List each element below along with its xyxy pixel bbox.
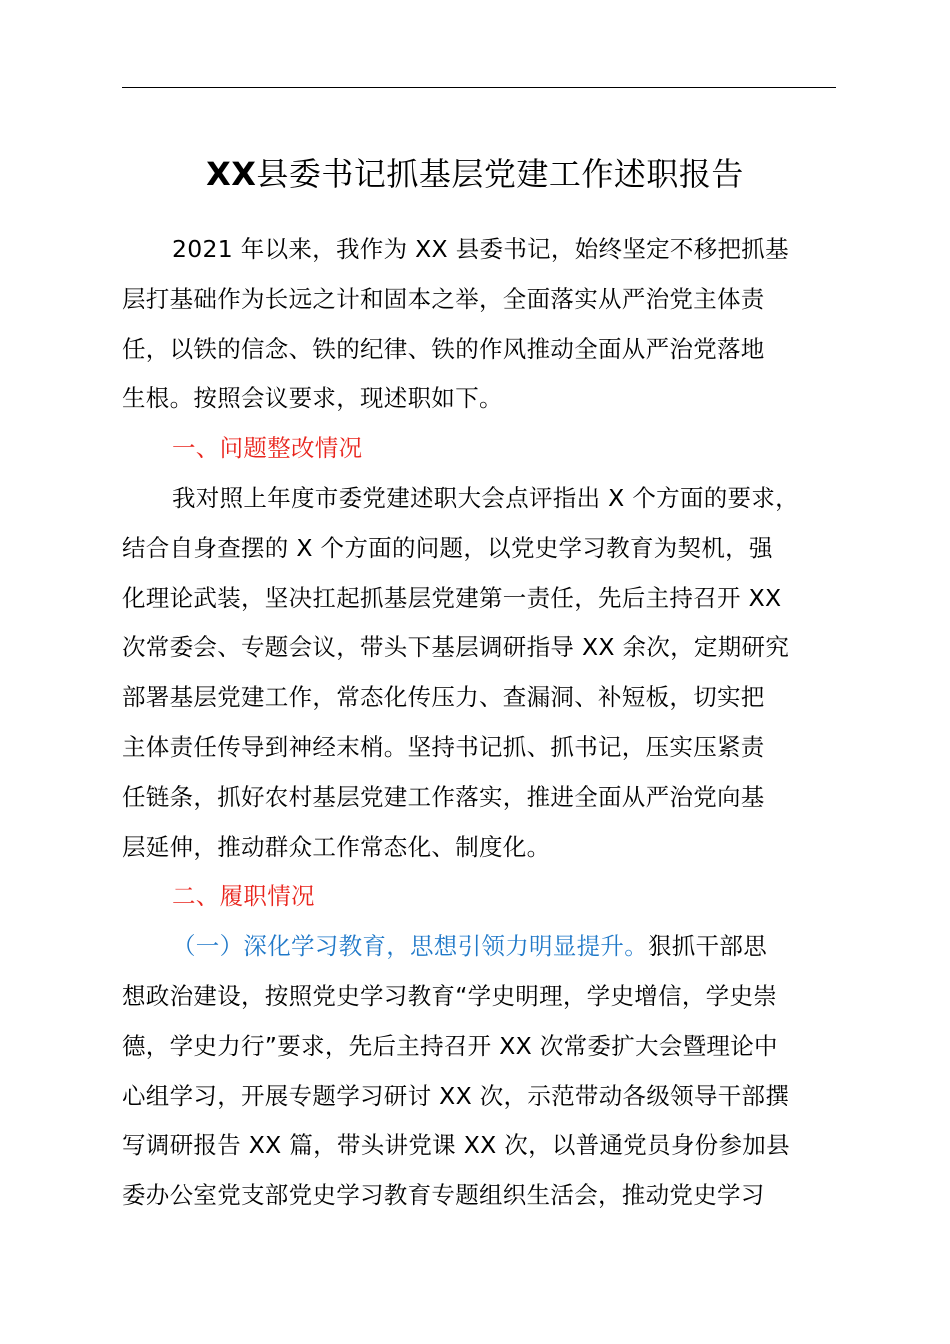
section1-line: 化理论武装，坚决扛起抓基层党建第一责任，先后主持召开 XX bbox=[122, 583, 782, 612]
title-text: 县委书记抓基层党建工作述职报告 bbox=[256, 155, 744, 193]
section-heading-problem-rectification: 一、问题整改情况 bbox=[172, 434, 363, 463]
subsection1-line: 委办公室党支部党史学习教育专题组织生活会，推动党史学习 bbox=[122, 1181, 765, 1210]
header-rule bbox=[122, 87, 836, 88]
subsection1-line: 想政治建设，按照党史学习教育“学史明理，学史增信，学史崇 bbox=[122, 981, 778, 1010]
section1-line: 部署基层党建工作，常态化传压力、查漏洞、补短板，切实把 bbox=[122, 683, 765, 712]
section1-line: 次常委会、专题会议，带头下基层调研指导 XX 余次，定期研究 bbox=[122, 633, 790, 662]
subsection-heading-study-education: （一）深化学习教育，思想引领力明显提升。 bbox=[172, 932, 648, 961]
subsection1-text: 狠抓干部思 bbox=[648, 932, 767, 961]
section1-line: 我对照上年度市委党建述职大会点评指出 X 个方面的要求， bbox=[172, 483, 799, 512]
section-heading-duty-performance: 二、履职情况 bbox=[172, 882, 315, 911]
section1-line: 结合自身查摆的 X 个方面的问题，以党史学习教育为契机，强 bbox=[122, 533, 773, 562]
section1-line: 任链条，抓好农村基层党建工作落实，推进全面从严治党向基 bbox=[122, 782, 765, 811]
document-body bbox=[122, 225, 842, 1221]
section1-line: 主体责任传导到神经末梢。坚持书记抓、抓书记，压实压紧责 bbox=[122, 732, 765, 761]
intro-line: 任，以铁的信念、铁的纪律、铁的作风推动全面从严治党落地 bbox=[122, 334, 765, 363]
section1-line: 层延伸，推动群众工作常态化、制度化。 bbox=[122, 832, 551, 861]
intro-line: 层打基础作为长远之计和固本之举，全面落实从严治党主体责 bbox=[122, 284, 765, 313]
intro-line: 2021 年以来，我作为 XX 县委书记，始终坚定不移把抓基 bbox=[172, 235, 789, 263]
title-prefix: XX bbox=[206, 155, 257, 193]
subsection1-line: 心组学习，开展专题学习研讨 XX 次，示范带动各级领导干部撰 bbox=[122, 1081, 790, 1110]
subsection1-line: 写调研报告 XX 篇，带头讲党课 XX 次，以普通党员身份参加县 bbox=[122, 1131, 790, 1160]
subsection1-first-line bbox=[122, 922, 842, 972]
document-title bbox=[0, 150, 950, 198]
intro-line: 生根。按照会议要求，现述职如下。 bbox=[122, 384, 503, 413]
subsection1-line: 德，学史力行”要求，先后主持召开 XX 次常委扩大会暨理论中 bbox=[122, 1031, 778, 1060]
